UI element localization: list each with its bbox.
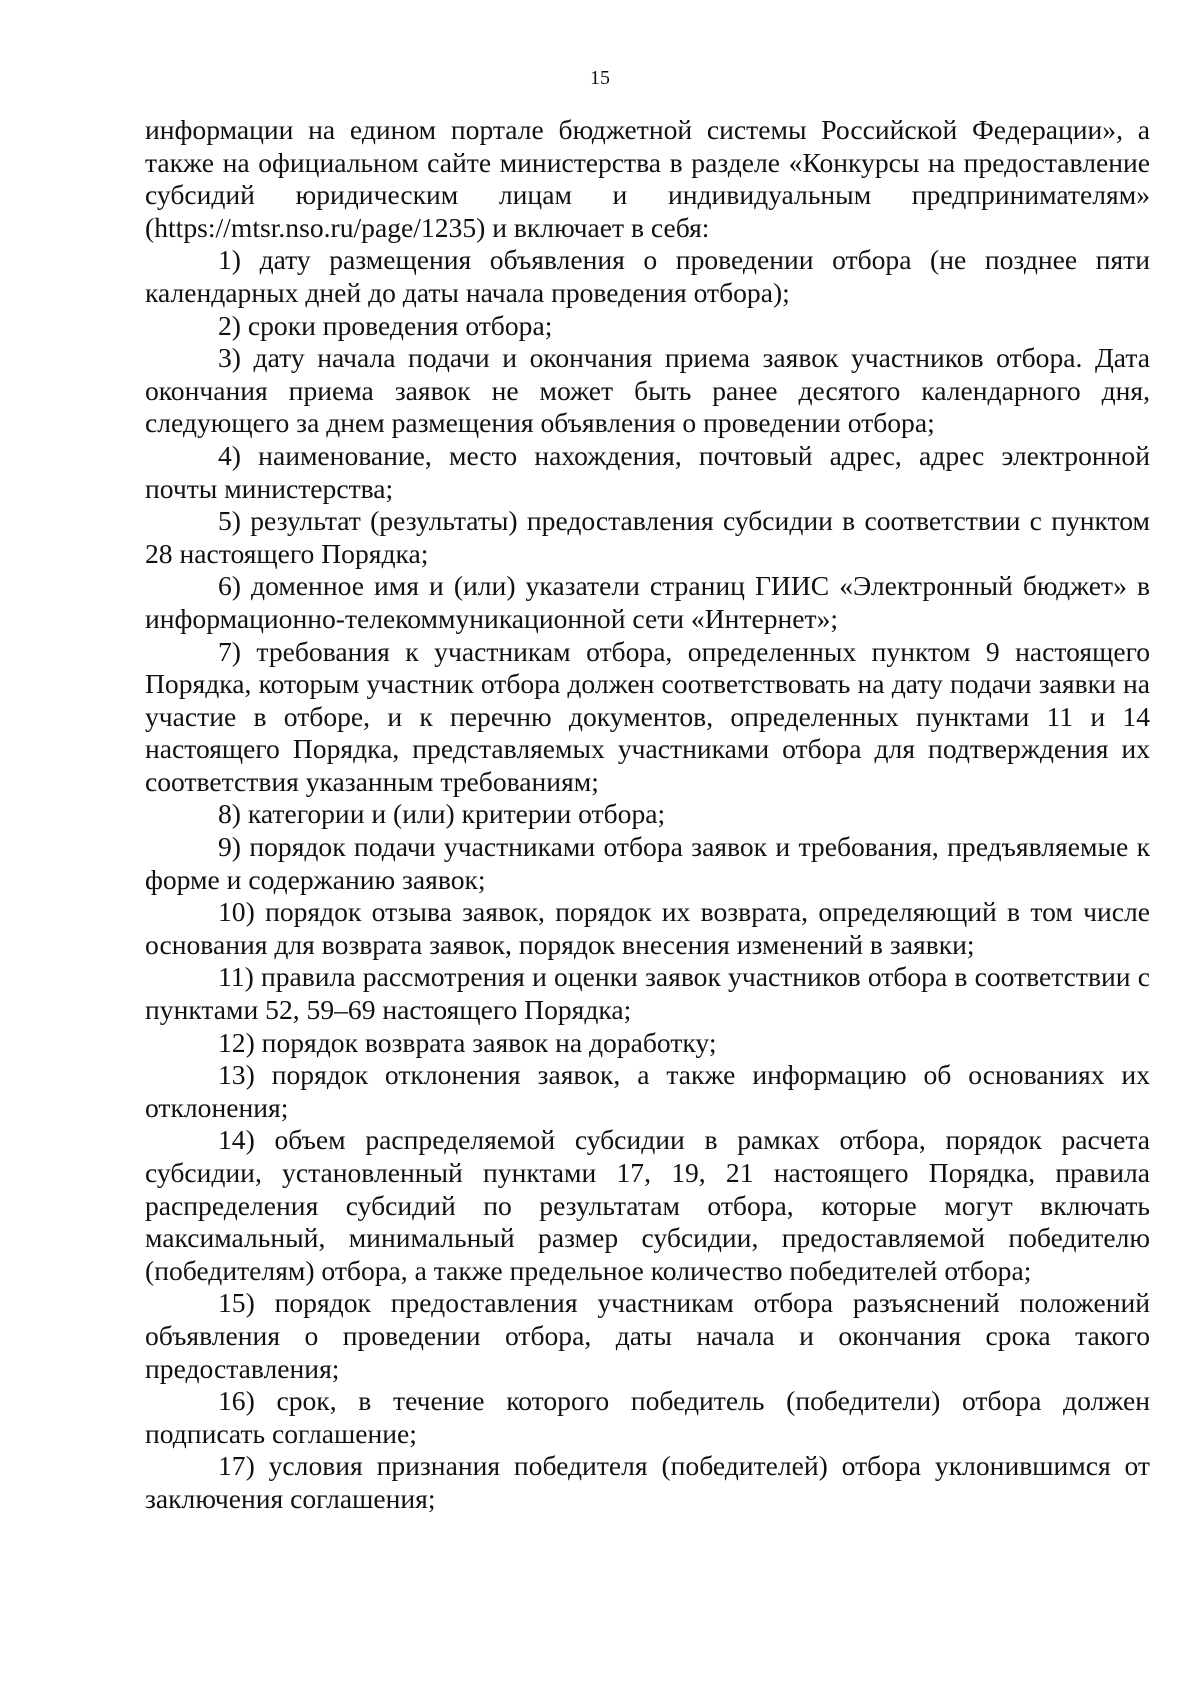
list-item-10: 10) порядок отзыва заявок, порядок их возврата, определяющий в том числе основания для возврата заявок, порядок внесения изменений в заявки; xyxy=(145,896,1150,960)
list-item-7: 7) требования к участникам отбора, определенных пунктом 9 настоящего Порядка, которым участник отбора должен соответствовать на дату подачи заявки на участие в отборе, и к перечню документов, определенных пунктами 11 и 14 настоящего Порядка, представляемых участниками отбора для подтверждения их соответствия указанным требованиям; xyxy=(145,635,1150,797)
list-item-1: 1) дату размещения объявления о проведении отбора (не позднее пяти календарных дней до даты начала проведения отбора); xyxy=(145,244,1150,308)
list-item-9: 9) порядок подачи участниками отбора заявок и требования, предъявляемые к форме и содержанию заявок; xyxy=(145,831,1150,895)
list-item-17: 17) условия признания победителя (победителей) отбора уклонившимся от заключения соглашения; xyxy=(145,1450,1150,1514)
document-body xyxy=(145,114,1150,1516)
list-item-15: 15) порядок предоставления участникам отбора разъяснений положений объявления о проведении отбора, даты начала и окончания срока такого предоставления; xyxy=(145,1287,1150,1384)
list-item-8: 8) категории и (или) критерии отбора; xyxy=(218,798,666,830)
list-item-12: 12) порядок возврата заявок на доработку; xyxy=(218,1026,717,1058)
list-item-11: 11) правила рассмотрения и оценки заявок участников отбора в соответствии с пунктами 52, 59–69 настоящего Порядка; xyxy=(145,961,1150,1026)
paragraph-intro: информации на едином портале бюджетной системы Российской Федерации», а также на официальном сайте министерства в разделе «Конкурсы на предоставление субсидий юридическим лицам и индивидуальным предпринимателям» (https://mtsr.nso.ru/page/1235) и включает в себя: xyxy=(145,114,1150,243)
list-item-13: 13) порядок отклонения заявок, а также информацию об основаниях их отклонения; xyxy=(145,1059,1150,1123)
list-item-6: 6) доменное имя и (или) указатели страниц ГИИС «Электронный бюджет» в информационно-телекоммуникационной сети «Интернет»; xyxy=(145,570,1150,634)
list-item-5: 5) результат (результаты) предоставления субсидии в соответствии с пунктом 28 настоящего Порядка; xyxy=(145,505,1150,569)
list-item-14: 14) объем распределяемой субсидии в рамках отбора, порядок расчета субсидии, установленный пунктами 17, 19, 21 настоящего Порядка, правила распределения субсидий по результатам отбора, которые могут включать максимальный, минимальный размер субсидии, предоставляемой победителю (победителям) отбора, а также предельное количество победителей отбора; xyxy=(145,1124,1150,1286)
list-item-16: 16) срок, в течение которого победитель (победители) отбора должен подписать соглашение; xyxy=(145,1385,1150,1449)
list-item-4: 4) наименование, место нахождения, почтовый адрес, адрес электронной почты министерства; xyxy=(145,439,1150,504)
list-item-2: 2) сроки проведения отбора; xyxy=(218,309,553,341)
list-item-3: 3) дату начала подачи и окончания приема заявок участников отбора. Дата окончания приема заявок не может быть ранее десятого календарного дня, следующего за днем размещения объявления о проведении отбора; xyxy=(145,342,1150,439)
page-number: 15 xyxy=(590,67,610,89)
